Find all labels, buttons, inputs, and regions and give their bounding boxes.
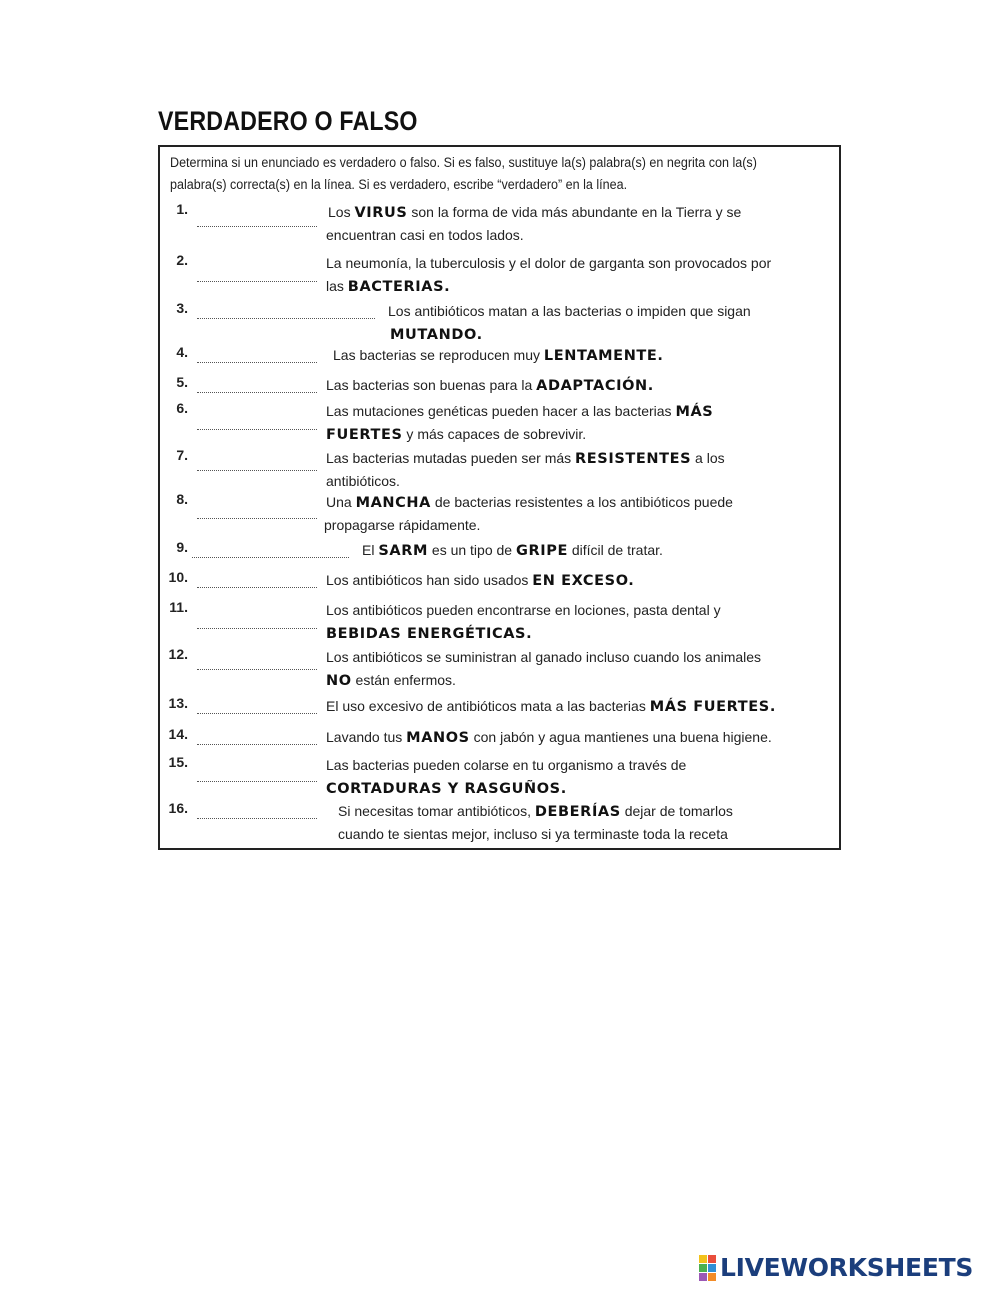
question-number: 10. (168, 569, 188, 585)
statement-fragment: y más capaces de sobrevivir. (402, 426, 587, 442)
keyword-text: BEBIDAS ENERGÉTICAS. (326, 626, 533, 642)
statement-fragment: Lavando tus (326, 729, 407, 745)
keyword-text: FUERTES (326, 427, 403, 443)
answer-line (197, 713, 317, 714)
question-number: 4. (176, 344, 188, 360)
statement-fragment: Los antibióticos pueden encontrarse en lociones, pasta dental y (326, 602, 721, 618)
statement-text (388, 300, 751, 323)
question-number: 14. (168, 726, 188, 742)
answer-line (197, 587, 317, 588)
statement-text (324, 514, 480, 537)
statement-fragment: La neumonía, la tuberculosis y el dolor de garganta son provocados por (326, 255, 772, 271)
statement-fragment: Las bacterias mutadas pueden ser más (326, 450, 576, 466)
keyword-text: MUTANDO. (390, 327, 483, 343)
answer-line (197, 318, 375, 319)
statement-text (326, 726, 772, 750)
answer-line (197, 429, 317, 430)
answer-line (197, 392, 317, 393)
instructions-text: Determina si un enunciado es verdadero o falso. Si es falso, sustituye la(s) palabra(s) en negrita con la(s) palabra(s) correcta(s) en la línea. Si es verdadero, escribe “verdadero” en la línea. (170, 155, 757, 192)
statement-text (338, 800, 733, 824)
question-number: 6. (176, 400, 188, 416)
statement-fragment: Las bacterias se reproducen muy (333, 347, 544, 363)
answer-line (197, 744, 317, 745)
keyword-text: BACTERIAS. (347, 279, 451, 295)
answer-input[interactable] (197, 452, 317, 470)
statement-fragment: están enfermos. (351, 672, 456, 688)
question-number: 1. (176, 201, 188, 217)
statement-text (326, 275, 450, 299)
answer-input[interactable] (197, 344, 317, 362)
statement-fragment: de bacterias resistentes a los antibióticos puede (430, 494, 733, 510)
logo-block (708, 1264, 716, 1272)
liveworksheets-logo (699, 1253, 973, 1282)
question-number: 2. (176, 252, 188, 268)
statement-fragment: antibióticos. (326, 473, 400, 489)
statement-text (326, 646, 761, 669)
worksheet-title: VERDADERO O FALSO (158, 106, 418, 136)
answer-line (197, 628, 317, 629)
question-number: 11. (169, 599, 188, 615)
answer-input[interactable] (197, 651, 317, 669)
answer-line (197, 518, 317, 519)
statement-fragment: es un tipo de (428, 542, 516, 558)
logo-block (699, 1255, 707, 1263)
statement-text (326, 669, 456, 693)
statement-text (362, 539, 663, 563)
logo-text: LIVEWORKSHEETS (720, 1253, 974, 1282)
answer-input[interactable] (197, 610, 317, 628)
statement-text (326, 622, 532, 646)
statement-fragment: Si necesitas tomar antibióticos, (338, 803, 535, 819)
statement-fragment: Los (328, 204, 355, 220)
answer-line (197, 470, 317, 471)
statement-fragment: Una (326, 494, 356, 510)
keyword-text: NO (326, 673, 352, 689)
statement-text (338, 823, 728, 846)
answer-input[interactable] (197, 695, 317, 713)
statement-text (328, 201, 741, 225)
keyword-text: DEBERÍAS (534, 804, 621, 820)
keyword-text: MÁS (675, 404, 714, 420)
logo-block (708, 1255, 716, 1263)
answer-input[interactable] (197, 300, 375, 318)
statement-fragment: Los antibióticos han sido usados (326, 572, 533, 588)
question-number: 16. (168, 800, 188, 816)
statement-fragment: cuando te sientas mejor, incluso si ya terminaste toda la receta (338, 826, 728, 842)
answer-input[interactable] (197, 726, 317, 744)
statement-text (326, 470, 400, 493)
logo-block (699, 1264, 707, 1272)
statement-fragment: El uso excesivo de antibióticos mata a las bacterias (326, 698, 650, 714)
statement-fragment: dejar de tomarlos (620, 803, 733, 819)
statement-text (326, 777, 567, 801)
statement-text (333, 344, 664, 368)
keyword-text: VIRUS (354, 205, 408, 221)
answer-line (197, 781, 317, 782)
answer-line (197, 669, 317, 670)
statement-text (326, 491, 733, 515)
statement-fragment: Las bacterias son buenas para la (326, 377, 537, 393)
keyword-text: RESISTENTES (575, 451, 692, 467)
question-number: 13. (168, 695, 188, 711)
answer-input[interactable] (192, 539, 349, 557)
statement-fragment: con jabón y agua mantienes una buena higiene. (469, 729, 772, 745)
keyword-text: GRIPE (515, 543, 568, 559)
keyword-text: MANCHA (355, 495, 431, 511)
keyword-text: MÁS FUERTES. (649, 699, 776, 715)
answer-input[interactable] (197, 569, 317, 587)
statement-text (326, 599, 721, 622)
logo-blocks-icon (699, 1255, 716, 1281)
statement-text (326, 695, 776, 719)
answer-line (197, 226, 317, 227)
statement-fragment: son la forma de vida más abundante en la Tierra y se (407, 204, 742, 220)
question-number: 7. (176, 447, 188, 463)
answer-line (197, 281, 317, 282)
statement-text (326, 423, 586, 447)
question-number: 12. (168, 646, 188, 662)
statement-text (326, 754, 686, 777)
answer-input[interactable] (197, 800, 317, 818)
statement-text (326, 400, 713, 424)
logo-block (708, 1273, 716, 1281)
statement-text (326, 224, 524, 247)
statement-fragment: a los (691, 450, 725, 466)
statement-fragment: Las mutaciones genéticas pueden hacer a las bacterias (326, 403, 676, 419)
statement-fragment: Los antibióticos matan a las bacterias o impiden que sigan (388, 303, 751, 319)
statement-fragment: Los antibióticos se suministran al ganado incluso cuando los animales (326, 649, 762, 665)
statement-fragment: El (362, 542, 379, 558)
statement-fragment: propagarse rápidamente. (324, 517, 481, 533)
keyword-text: CORTADURAS Y RASGUÑOS. (326, 781, 567, 797)
logo-block (699, 1273, 707, 1281)
statement-fragment: difícil de tratar. (567, 542, 663, 558)
keyword-text: SARM (378, 543, 429, 559)
answer-line (197, 818, 317, 819)
question-number: 8. (176, 491, 188, 507)
keyword-text: EN EXCESO. (532, 573, 635, 589)
keyword-text: ADAPTACIÓN. (536, 378, 654, 394)
statement-fragment: encuentran casi en todos lados. (326, 227, 524, 243)
answer-line (197, 362, 317, 363)
answer-input[interactable] (197, 763, 317, 781)
keyword-text: LENTAMENTE. (543, 348, 664, 364)
answer-input[interactable] (197, 263, 317, 281)
question-number: 15. (168, 754, 188, 770)
question-number: 3. (176, 300, 188, 316)
answer-line (192, 557, 349, 558)
answer-input[interactable] (197, 374, 317, 392)
statement-fragment: las (326, 278, 348, 294)
statement-text (326, 374, 654, 398)
question-number: 9. (176, 539, 188, 555)
answer-input[interactable] (197, 500, 317, 518)
answer-input[interactable] (197, 208, 317, 226)
statement-text (326, 252, 771, 275)
answer-input[interactable] (197, 411, 317, 429)
question-number: 5. (176, 374, 188, 390)
statement-fragment: Las bacterias pueden colarse en tu organismo a través de (326, 757, 687, 773)
statement-text (326, 447, 725, 471)
keyword-text: MANOS (406, 730, 470, 746)
statement-text (326, 569, 634, 593)
